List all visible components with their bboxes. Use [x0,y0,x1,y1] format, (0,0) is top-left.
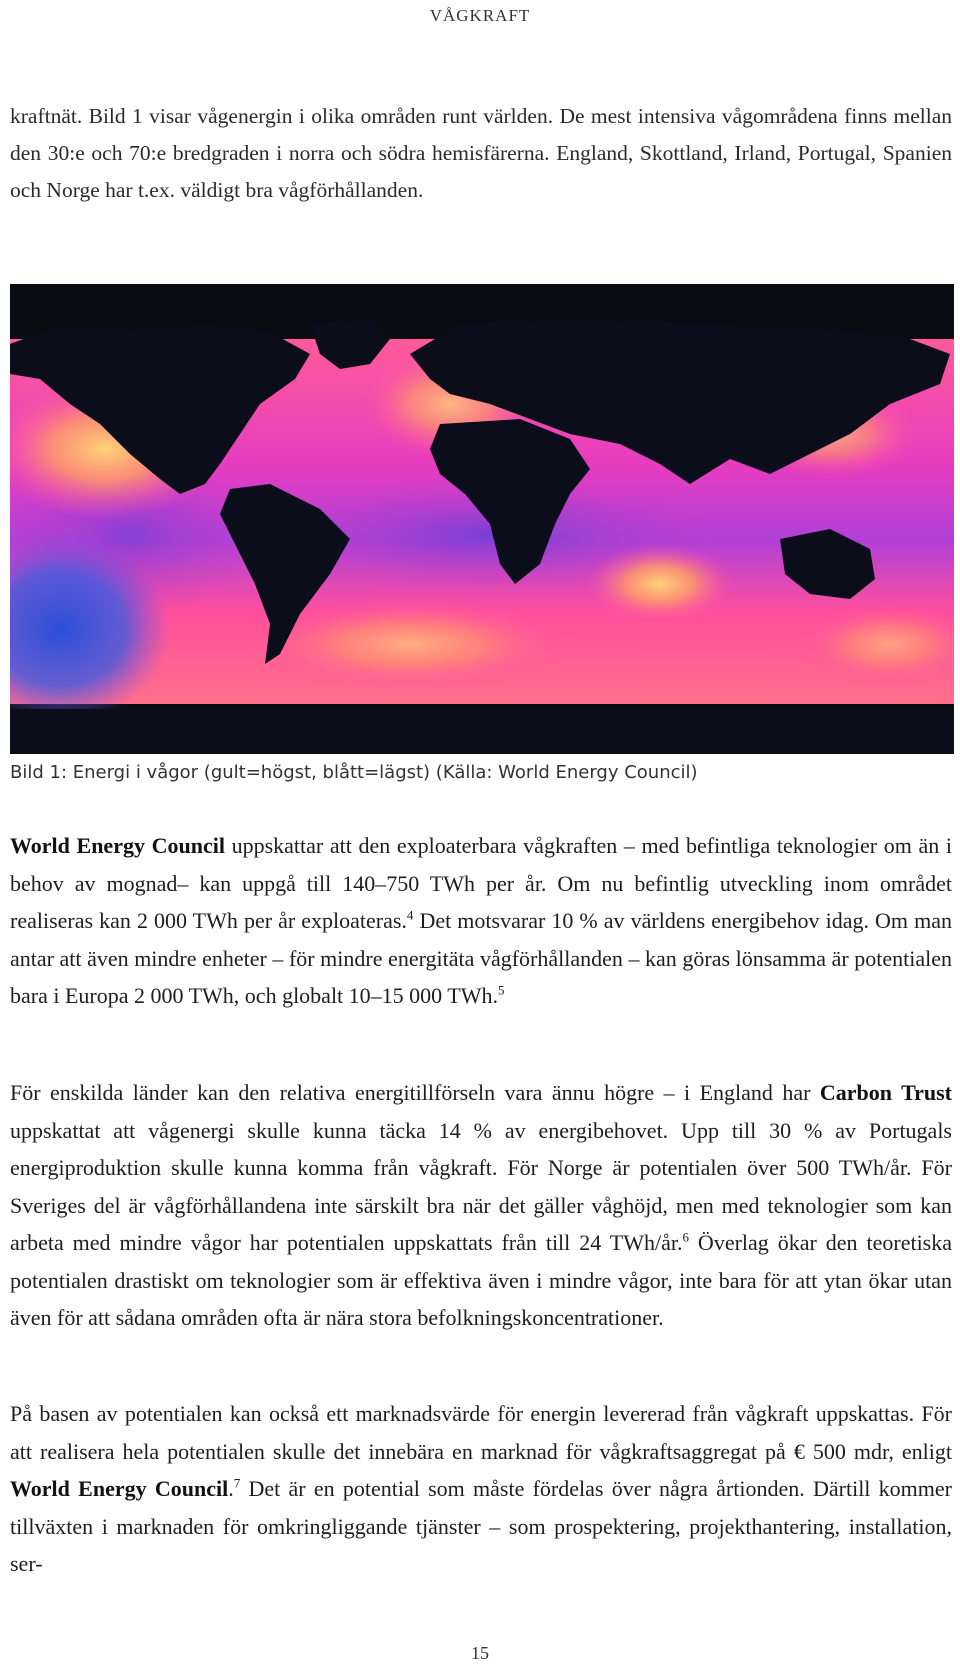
footnote-ref: 6 [682,1229,689,1245]
intro-paragraph [10,98,952,209]
wave-energy-world-map [10,284,954,754]
org-name: World Energy Council [10,833,225,858]
paragraph-text: uppskattar att den exploaterbara vågkraften – med befintliga teknologier om än i behov av mognad– kan uppgå till 140–750 TWh per år. Om nu befintlig utveckling inom området realiseras kan 2 000 TWh per år exploateras. [10,833,952,933]
org-name: Carbon Trust [819,1080,953,1105]
paragraph-text: . [228,1476,234,1501]
paragraph-text: För enskilda länder kan den relativa energitillförseln vara ännu högre – i England har [10,1080,820,1105]
antarctica [10,709,954,754]
org-name: World Energy Council [10,1476,229,1501]
paragraph-text: Det motsvarar 10 % av världens energibehov idag. Om man antar att även mindre enheter – för mindre energitäta vågförhållanden – kan göras lönsamma är potentialen bara i Europa 2 000 TWh, och globalt 10–15 000 TWh. [10,908,952,1008]
map-graphic [10,284,954,754]
paragraph-market-value [10,1395,952,1583]
high-energy-zone [585,544,735,624]
paragraph-country-potential [10,1074,952,1337]
footnote-ref: 4 [406,907,414,923]
footnote-ref: 5 [497,982,505,998]
footnote-ref: 7 [233,1475,241,1491]
paragraph-text: På basen av potentialen kan också ett marknadsvärde för energin levererad från vågkraft uppskattas. För att realisera hela potentialen skulle det innebära en marknad för vågkraftsaggregat på € 500 mdr, enligt [10,1401,952,1464]
paragraph-text: Det är en potential som måste fördelas över några årtionden. Därtill kommer tillväxten i marknaden för omkringliggande tjänster – som prospektering, projekthantering, installation, ser- [10,1476,952,1576]
running-header: VÅGKRAFT [429,6,531,25]
intro-text: kraftnät. Bild 1 visar vågenergin i olika områden runt världen. De mest intensiva vågområdena finns mellan den 30:e och 70:e bredgraden i norra och södra hemisfärerna. England, Skottland, Irland, Portugal, Spanien och Norge har t.ex. väldigt bra vågförhållanden. [10,104,952,202]
paragraph-text: Överlag ökar den teoretiska potentialen drastiskt om teknologier som är effektiva även i mindre vågor, inte bara för att ytan ökar utan även för att sådana områden ofta är nära stora befolkningskoncentrationer. [10,1230,953,1330]
paragraph-world-energy-council [10,827,952,1015]
paragraph-text: uppskattat att vågenergi skulle kunna täcka 14 % av energibehovet. Upp till 30 % av Portugals energiproduktion skulle kunna komma från vågkraft. För Norge är potentialen över 500 TWh/år. För Sveriges del är vågförhållandena inte särskilt bra när det gäller våghöjd, men med teknologier som kan arbeta med mindre vågor har potentialen uppskattats från till 24 TWh/år. [10,1117,952,1255]
figure-caption: Bild 1: Energi i vågor (gult=högst, blått=lägst) (Källa: World Energy Council) [10,762,698,783]
page-number: 15 [471,1643,489,1663]
